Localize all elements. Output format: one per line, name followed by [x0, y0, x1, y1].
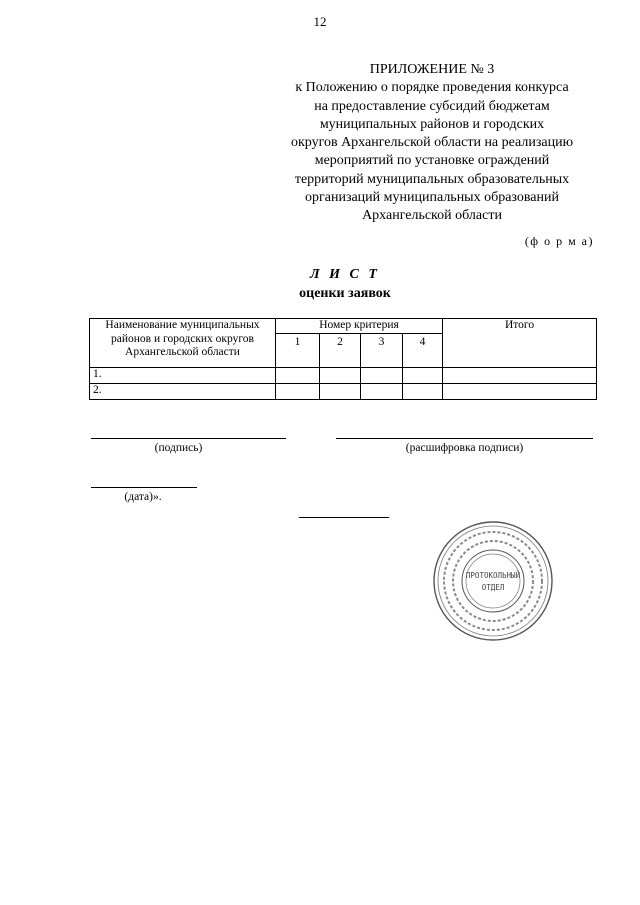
- table-cell: [403, 368, 443, 384]
- page-number: 12: [313, 14, 327, 29]
- evaluation-table: [89, 318, 597, 400]
- signature-decoding-line: [336, 438, 593, 439]
- appendix-title: ПРИЛОЖЕНИЕ № 3: [369, 62, 495, 77]
- table-cell: [361, 368, 403, 384]
- document-title-block: [240, 265, 450, 303]
- header-total-cell: Итого: [443, 319, 597, 368]
- row-number: 1.: [90, 368, 276, 384]
- appendix-line: на предоставление субсидий бюджетам: [314, 98, 550, 114]
- stamp-center-line: ПРОТОКОЛЬНЫЙ: [465, 571, 521, 580]
- official-stamp: [432, 520, 554, 642]
- criterion-number: 1: [276, 334, 320, 368]
- table-cell: [276, 368, 320, 384]
- criterion-number: 2: [320, 334, 361, 368]
- table-cell: [320, 368, 361, 384]
- header-criteria-cell: Номер критерия: [276, 319, 443, 334]
- end-separator: [299, 517, 389, 518]
- document-title: Л И С Т: [310, 267, 380, 282]
- table-cell: [276, 384, 320, 400]
- criterion-number: 3: [361, 334, 403, 368]
- date-line: [91, 487, 197, 488]
- row-number: 2.: [90, 384, 276, 400]
- signature-line: [91, 438, 286, 439]
- appendix-line: муниципальных районов и городских: [319, 116, 545, 132]
- signature-caption: (подпись): [154, 442, 203, 454]
- stamp-center-line: ОТДЕЛ: [481, 583, 505, 592]
- date-caption: (дата)».: [124, 491, 162, 503]
- table-row: [90, 384, 597, 400]
- table-cell: [320, 384, 361, 400]
- table-cell: [443, 384, 597, 400]
- signature-decoding-caption: (расшифровка подписи): [405, 442, 524, 454]
- criterion-number: 4: [403, 334, 443, 368]
- table-row: [90, 368, 597, 384]
- table-cell: [443, 368, 597, 384]
- table-cell: [361, 384, 403, 400]
- appendix-line: Архангельской области: [362, 208, 502, 224]
- appendix-line: территорий муниципальных образовательных: [294, 171, 570, 187]
- table-cell: [403, 384, 443, 400]
- header-name-cell: Наименование муниципальных районов и городских округов Архангельской области: [90, 319, 276, 368]
- appendix-line: к Положению о порядке проведения конкурса: [295, 80, 569, 96]
- appendix-line: мероприятий по установке ограждений: [314, 153, 550, 169]
- appendix-header: [262, 61, 602, 226]
- form-label: (ф о р м а): [524, 234, 594, 248]
- appendix-line: организаций муниципальных образований: [305, 190, 559, 206]
- appendix-line: округов Архангельской области на реализацию: [290, 135, 574, 151]
- document-subtitle: оценки заявок: [299, 286, 391, 301]
